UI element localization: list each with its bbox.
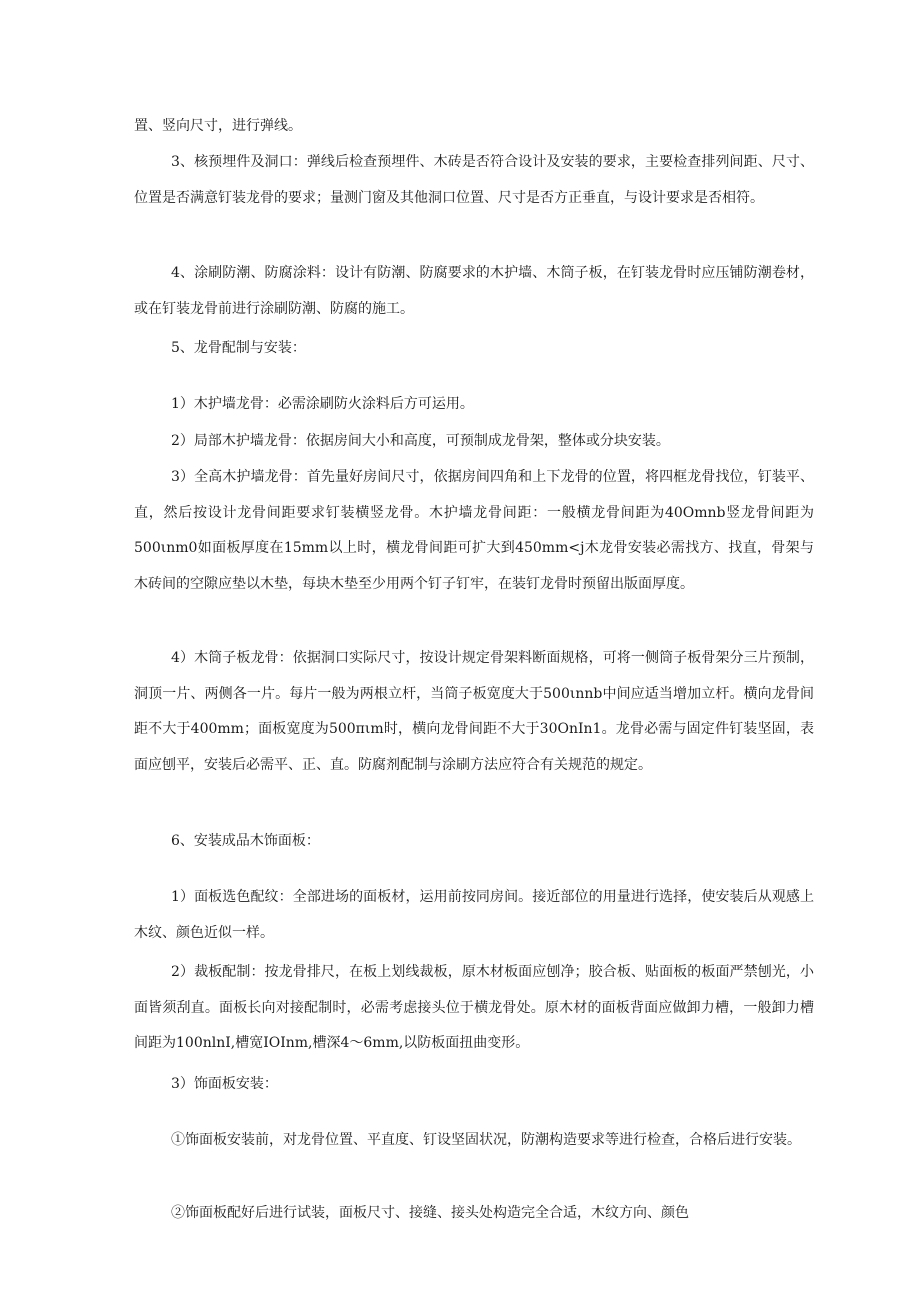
paragraph-2: 3、核预埋件及洞口：弹线后检查预埋件、木砖是否符合设计及安装的要求，主要检查排列间距、尺寸、位置是否满意钉装龙骨的要求；量测门窗及其他洞口位置、尺寸是否方正垂直，与设计要求是否相符。: [134, 154, 814, 206]
paragraph-3: 4、涂刷防潮、防腐涂料：设计有防潮、防腐要求的木护墙、木筒子板，在钉装龙骨时应压铺防潮卷材，或在钉装龙骨前进行涂刷防潮、防腐的施工。: [134, 265, 814, 317]
paragraph-1: 置、竖向尺寸，进行弹线。: [134, 118, 302, 134]
paragraph-4: 5、龙骨配制与安装：: [171, 340, 306, 356]
paragraph-12: 3）饰面板安装：: [171, 1076, 278, 1092]
paragraph-6: 2）局部木护墙龙骨：依据房间大小和高度，可预制成龙骨架，整体或分块安装。: [171, 433, 670, 449]
paragraph-14: ②饰面板配好后进行试装，面板尺寸、接缝、接头处构造完全合适，木纹方向、颜色: [171, 1205, 689, 1221]
paragraph-7: 3）全高木护墙龙骨：首先量好房间尺寸，依据房间四角和上下龙骨的位置，将四框龙骨找位，钉装平、直，然后按设计龙骨间距要求钉装横竖龙骨。木护墙龙骨间距：一般横龙骨间距为40Omnb竖龙骨间距为500ιnm0如面板厚度在15mm以上时，横龙骨间距可扩大到450mm<j木龙骨安装必需找方、找直，骨架与木砖间的空隙应垫以木垫，每块木垫至少用两个钉子钉牢，在装钉龙骨时预留出版面厚度。: [134, 469, 814, 592]
paragraph-9: 6、安装成品木饰面板：: [171, 833, 320, 849]
paragraph-13: ①饰面板安装前，对龙骨位置、平直度、钉设坚固状况，防潮构造要求等进行检查，合格后进行安装。: [171, 1132, 801, 1148]
paragraph-5: 1）木护墙龙骨：必需涂刷防火涂料后方可运用。: [171, 396, 474, 412]
paragraph-8: 4）木筒子板龙骨：依据洞口实际尺寸，按设计规定骨架料断面规格，可将一侧筒子板骨架分三片预制，洞顶一片、两侧各一片。每片一般为两根立杆，当筒子板宽度大于500ιnnb中间应适当增加立杆。横向龙骨间距不大于400mm；面板宽度为500πιm时，横向龙骨间距不大于30OnIn1。龙骨必需与固定件钉装坚固，表面应刨平，安装后必需平、正、直。防腐剂配制与涂刷方法应符合有关规范的规定。: [134, 650, 814, 773]
paragraph-11: 2）裁板配制：按龙骨排尺，在板上划线裁板，原木材板面应刨净；胶合板、贴面板的板面严禁刨光，小面皆须刮直。面板长向对接配制时，必需考虑接头位于横龙骨处。原木材的面板背面应做卸力槽，一般卸力槽间距为100nlnI,槽宽IOInm,槽深4～6mm,以防板面扭曲变形。: [134, 964, 814, 1051]
paragraph-10: 1）面板选色配纹：全部进场的面板材，运用前按同房间。接近部位的用量进行选择，使安装后从观感上木纹、颜色近似一样。: [134, 889, 814, 941]
